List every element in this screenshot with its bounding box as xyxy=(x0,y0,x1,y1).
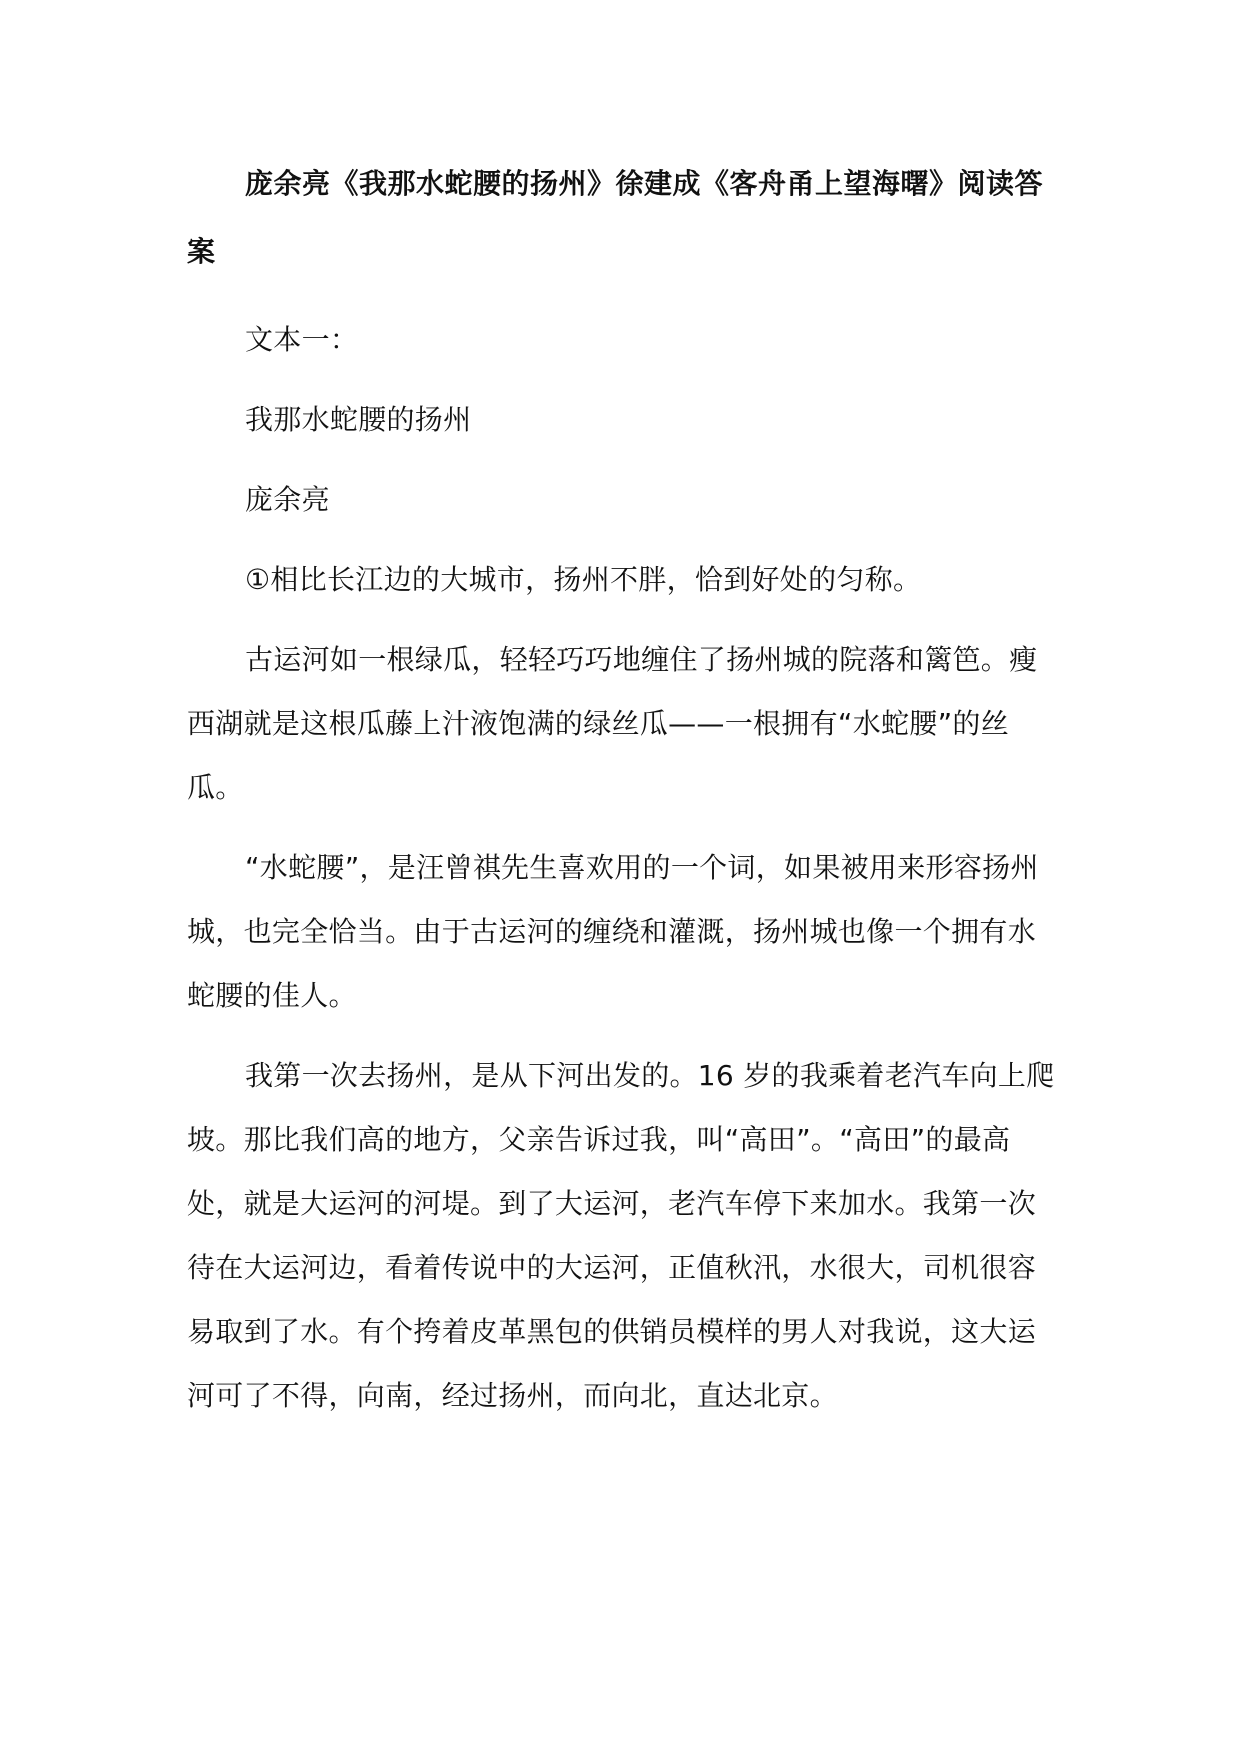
section-label: 文本一： xyxy=(245,323,359,356)
paragraph-2: 古运河如一根绿瓜，轻轻巧巧地缠住了扬州城的院落和篱笆。瘦西湖就是这根瓜藤上汁液饱满的绿丝瓜——一根拥有“水蛇腰”的丝瓜。 xyxy=(187,643,1038,804)
document-title: 庞余亮《我那水蛇腰的扬州》徐建成《客舟甬上望海曙》阅读答案 xyxy=(187,167,1044,268)
article-title: 我那水蛇腰的扬州 xyxy=(245,403,472,436)
paragraph-1: ①相比长江边的大城市，扬州不胖，恰到好处的匀称。 xyxy=(245,563,922,596)
document-body xyxy=(187,150,1057,1428)
article-author: 庞余亮 xyxy=(245,483,330,516)
paragraph-4: 我第一次去扬州，是从下河出发的。16 岁的我乘着老汽车向上爬坡。那比我们高的地方，父亲告诉过我，叫“高田”。“高田”的最高处，就是大运河的河堤。到了大运河，老汽车停下来加水。我第一次待在大运河边，看着传说中的大运河，正值秋汛，水很大，司机很容易取到了水。有个挎着皮革黑包的供销员模样的男人对我说，这大运河可了不得，向南，经过扬州，而向北，直达北京。 xyxy=(187,1059,1055,1412)
paragraph-3: “水蛇腰”，是汪曾祺先生喜欢用的一个词，如果被用来形容扬州城，也完全恰当。由于古运河的缠绕和灌溉，扬州城也像一个拥有水蛇腰的佳人。 xyxy=(187,851,1039,1012)
